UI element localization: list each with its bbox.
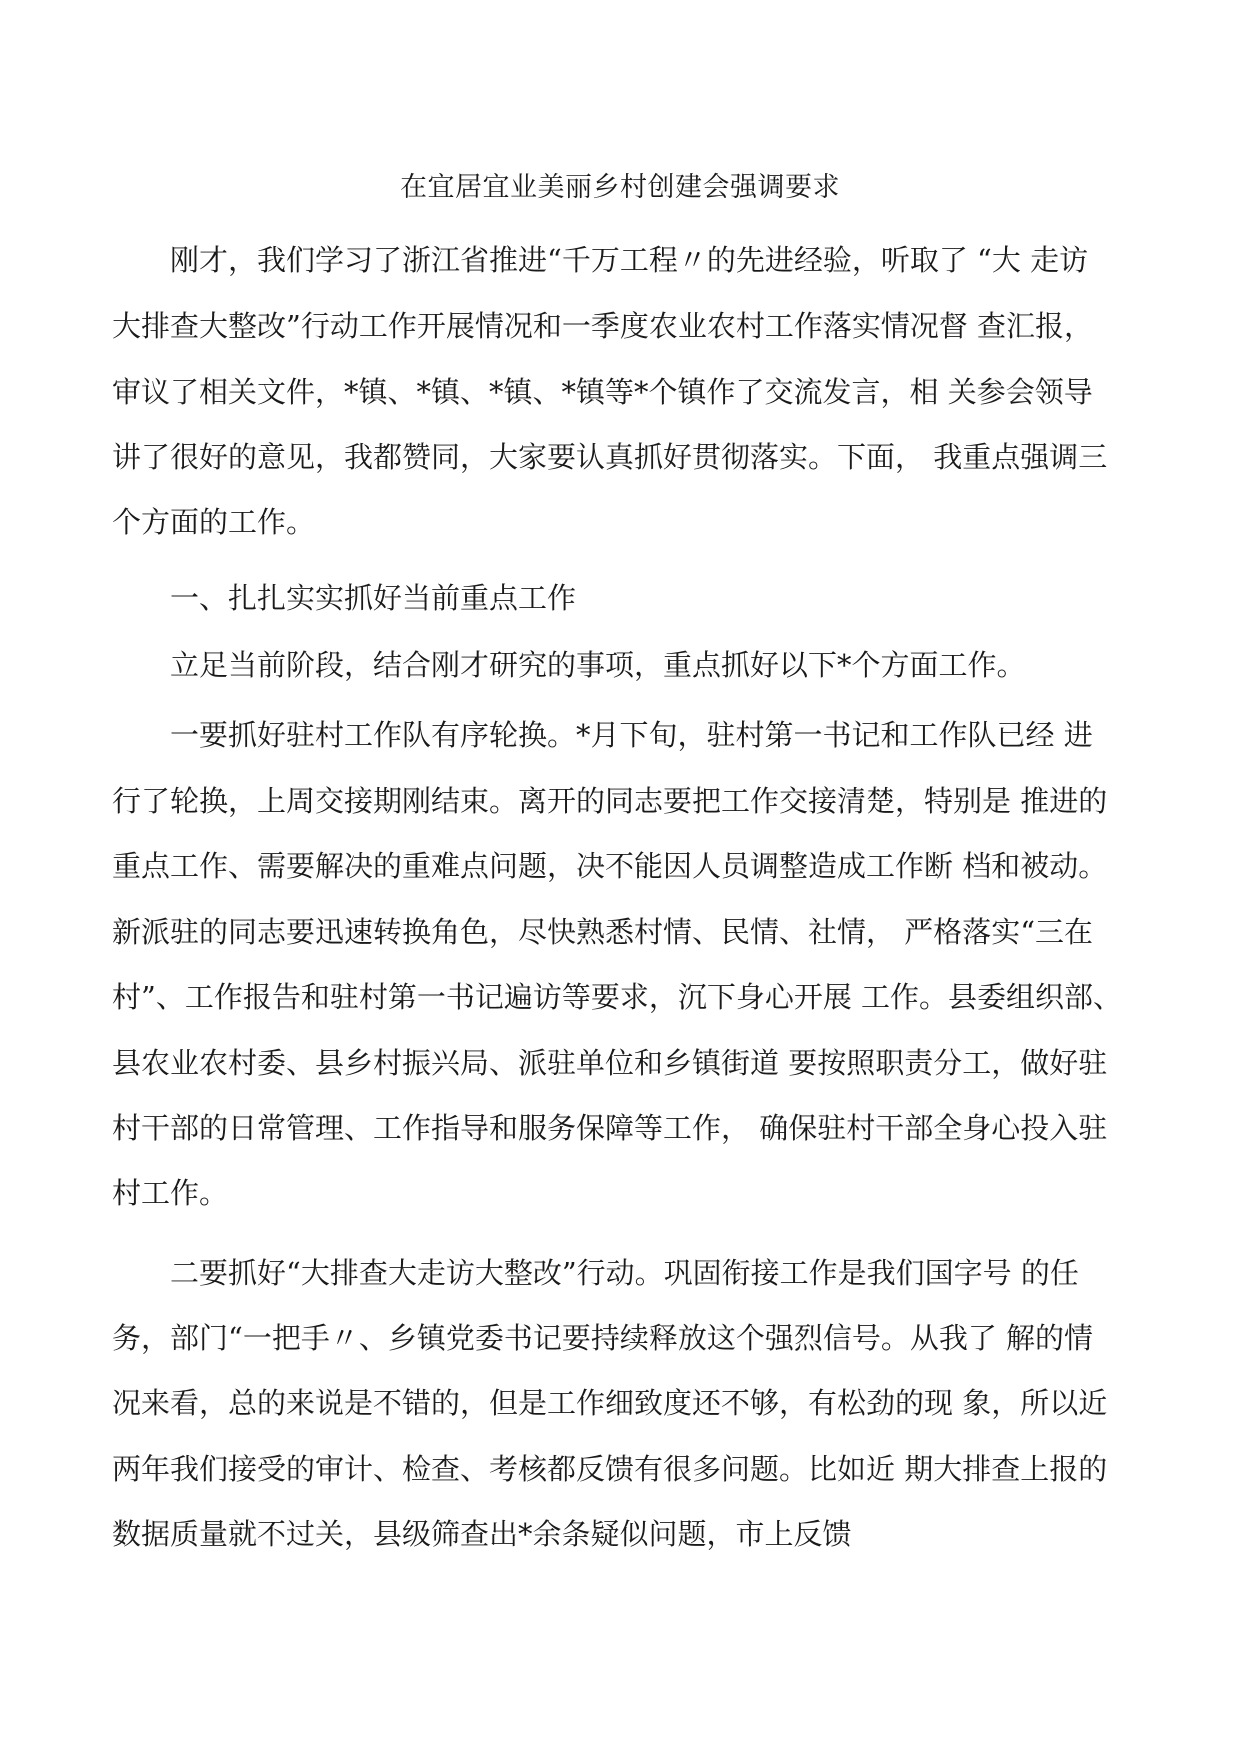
body-line: 刚才，我们学习了浙江省推进“千万工程〃的先进经验，听取了 “大 走访 (112, 243, 1089, 277)
body-line: 况来看，总的来说是不错的，但是工作细致度还不够，有松劲的现 象，所以近 (112, 1386, 1108, 1420)
body-line: 二要抓好“大排查大走访大整改”行动。巩固衔接工作是我们国字号 的任 (112, 1256, 1079, 1290)
body-line: 新派驻的同志要迅速转换角色，尽快熟悉村情、民情、社情， 严格落实“三在 (112, 915, 1094, 949)
body-line: 个方面的工作。 (112, 505, 316, 539)
body-line: 数据质量就不过关，县级筛查出*余条疑似问题，市上反馈 (112, 1517, 852, 1551)
body-line: 立足当前阶段，结合刚才研究的事项，重点抓好以下*个方面工作。 (112, 648, 1026, 682)
body-line: 村干部的日常管理、工作指导和服务保障等工作， 确保驻村干部全身心投入驻 (112, 1111, 1108, 1145)
body-line: 讲了很好的意见，我都赞同，大家要认真抓好贯彻落实。下面， 我重点强调三 (112, 440, 1108, 474)
body-line: 一要抓好驻村工作队有序轮换。*月下旬，驻村第一书记和工作队已经 进 (112, 718, 1093, 752)
body-line: 县农业农村委、县乡村振兴局、派驻单位和乡镇街道 要按照职责分工，做好驻 (112, 1046, 1108, 1080)
body-line: 两年我们接受的审计、检查、考核都反馈有很多问题。比如近 期大排查上报的 (112, 1452, 1108, 1486)
body-line: 村工作。 (112, 1176, 229, 1210)
section-heading: 一、扎扎实实抓好当前重点工作 (112, 581, 577, 615)
body-line: 大排查大整改”行动工作开展情况和一季度农业农村工作落实情况督 查汇报， (112, 309, 1094, 343)
body-line: 审议了相关文件，*镇、*镇、*镇、*镇等*个镇作了交流发言，相 关参会领导 (112, 375, 1093, 409)
document-title: 在宜居宜业美丽乡村创建会强调要求 (400, 172, 840, 203)
body-line: 务，部门“一把手〃、乡镇党委书记要持续释放这个强烈信号。从我了 解的情 (112, 1321, 1094, 1355)
body-line: 重点工作、需要解决的重难点问题，决不能因人员调整造成工作断 档和被动。 (112, 849, 1108, 883)
body-line: 行了轮换，上周交接期刚结束。离开的同志要把工作交接清楚，特别是 推进的 (112, 784, 1108, 818)
body-line: 村”、工作报告和驻村第一书记遍访等要求，沉下身心开展 工作。县委组织部、 (112, 980, 1123, 1014)
